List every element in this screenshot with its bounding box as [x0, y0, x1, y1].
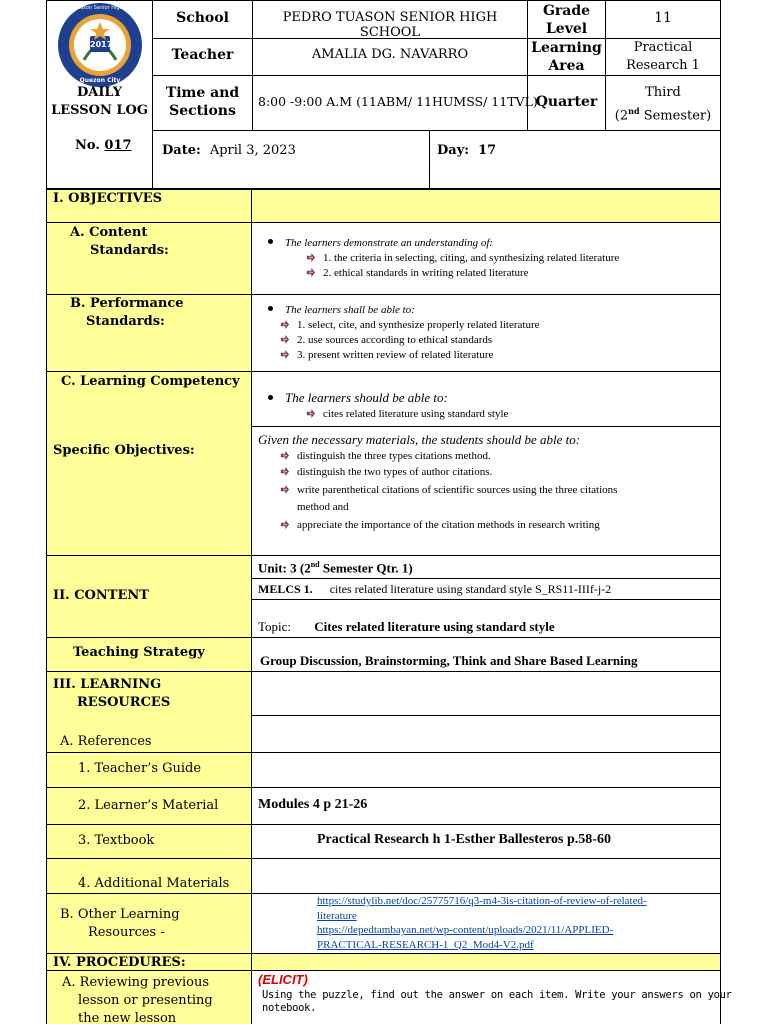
logo-text-bottom: Quezon City	[79, 77, 121, 84]
arrow-bullet-icon	[306, 253, 315, 262]
arrow-bullet-icon	[280, 520, 289, 529]
time-value: 8:00 -9:00 A.M (11ABM/ 11HUMSS/ 11TVL)	[258, 94, 538, 109]
date-field	[162, 143, 296, 158]
resource-link[interactable]: PRACTICAL-RESEARCH-1_Q2_Mod4-V2.pdf	[317, 938, 534, 951]
day-label: Day:	[437, 143, 470, 158]
area-label-1: Learning	[531, 40, 602, 56]
log-title-line-1: DAILY	[76, 85, 123, 100]
quarter-label: Quarter	[535, 94, 598, 110]
performance-standards-intro: The learners shall be able to:	[285, 304, 415, 316]
area-label	[528, 39, 605, 75]
arrow-bullet-icon	[280, 467, 289, 476]
logo-text-top: Pedro Tuason Senior High School	[59, 5, 141, 11]
log-number-label: No.	[75, 138, 100, 153]
date-label: Date:	[162, 143, 201, 158]
quarter-value-1: Third	[645, 85, 681, 100]
elicit-text-line-2: notebook.	[262, 1002, 317, 1014]
grade-label-2: Level	[545, 21, 588, 37]
competency-item: cites related literature using standard style	[323, 408, 509, 420]
procedures-title: IV. PROCEDURES:	[53, 955, 186, 970]
resources-title-2: RESOURCES	[77, 695, 171, 710]
log-number	[75, 138, 132, 153]
specific-objectives-body	[258, 432, 617, 533]
performance-standards-item: 3. present written review of related literature	[297, 349, 494, 361]
specific-objectives-label: Specific Objectives:	[53, 443, 195, 458]
grade-label-1: Grade	[542, 3, 591, 19]
day-field	[437, 143, 496, 158]
arrow-bullet-icon	[306, 409, 315, 418]
resource-links	[317, 894, 647, 952]
procedure-a-label-2: lesson or presenting	[78, 993, 213, 1008]
topic-value: Cites related literature using standard style	[314, 619, 555, 634]
bullet-icon	[268, 306, 273, 311]
specific-objective-item-cont: method and	[297, 501, 349, 513]
topic-line	[258, 619, 555, 635]
specific-objective-item: appreciate the importance of the citation methods in research writing	[297, 519, 600, 531]
content-standards-label-2: Standards:	[90, 243, 169, 258]
time-label	[153, 84, 252, 120]
elicit-text	[262, 989, 732, 1015]
competency-intro: The learners should be able to:	[285, 390, 448, 405]
procedure-a-label-1: A. Reviewing previous	[62, 975, 210, 990]
quarter-value-2: (2nd Semester)	[614, 106, 712, 124]
learners-material-value: Modules 4 p 21-26	[258, 797, 368, 812]
area-value	[606, 39, 720, 75]
specific-objective-item: distinguish the two types of author citations.	[297, 466, 493, 478]
area-value-1: Practical	[633, 40, 693, 55]
resource-link[interactable]: https://studylib.net/doc/25775716/q3-m4-3is-citation-of-review-of-related-	[317, 895, 647, 907]
melcs-line	[258, 582, 611, 597]
grade-value: 11	[654, 10, 672, 26]
arrow-bullet-icon	[280, 335, 289, 344]
log-number-value: 017	[104, 138, 132, 153]
specific-objective-item: write parenthetical citations of scientific sources using the three citations	[297, 484, 618, 496]
performance-standards-label-1: B. Performance	[70, 296, 184, 311]
arrow-bullet-icon	[280, 451, 289, 460]
school-value: PEDRO TUASON SENIOR HIGH SCHOOL	[282, 10, 498, 40]
resources-title-1: III. LEARNING	[53, 677, 162, 692]
competency-body	[268, 389, 508, 423]
elicit-label: (ELICIT)	[258, 972, 308, 987]
arrow-bullet-icon	[280, 350, 289, 359]
date-value: April 3, 2023	[209, 143, 296, 158]
arrow-bullet-icon	[280, 485, 289, 494]
teacher-value: AMALIA DG. NAVARRO	[311, 47, 469, 62]
teacher-label: Teacher	[171, 47, 234, 63]
content-standards-intro: The learners demonstrate an understanding of:	[285, 237, 494, 249]
resource-link[interactable]: literature	[317, 909, 357, 922]
other-resources-label	[60, 906, 180, 942]
competency-label: C. Learning Competency	[61, 374, 240, 389]
time-label-2: Sections	[169, 103, 236, 119]
log-title	[47, 84, 152, 120]
specific-objectives-intro: Given the necessary materials, the students should be able to:	[258, 432, 581, 447]
references-label: A. References	[60, 734, 152, 749]
textbook-value: Practical Research h 1-Esther Ballesteros p.58-60	[317, 832, 611, 847]
time-label-1: Time and	[165, 85, 240, 101]
day-value: 17	[478, 143, 497, 158]
strategy-label: Teaching Strategy	[73, 645, 205, 660]
content-standards-item: 2. ethical standards in writing related literature	[323, 267, 529, 279]
textbook-label: 3. Textbook	[78, 833, 155, 848]
additional-materials-label: 4. Additional Materials	[78, 876, 230, 891]
specific-objective-item: distinguish the three types citations method.	[297, 450, 491, 462]
bullet-icon	[268, 239, 273, 244]
content-title: II. CONTENT	[53, 588, 149, 603]
teachers-guide-label: 1. Teacher’s Guide	[78, 761, 202, 776]
objectives-label-bg	[47, 223, 252, 556]
performance-standards-item: 2. use sources according to ethical standards	[297, 334, 493, 346]
other-resources-label-1: B. Other Learning	[60, 907, 180, 922]
resource-link[interactable]: https://depedtambayan.net/wp-content/uploads/2021/11/APPLIED-	[317, 924, 614, 936]
other-resources-label-2: Resources -	[88, 925, 165, 940]
procedure-a-label	[62, 974, 213, 1024]
grade-label	[528, 2, 605, 38]
strategy-value: Group Discussion, Brainstorming, Think and Share Based Learning	[260, 653, 638, 668]
content-standards-item: 1. the criteria in selecting, citing, and synthesizing related literature	[323, 252, 620, 264]
procedure-a-label-3: the new lesson	[78, 1011, 177, 1024]
school-logo	[56, 2, 144, 88]
topic-label: Topic:	[258, 619, 292, 634]
elicit-text-line-1: Using the puzzle, find out the answer on each item. Write your answers on your	[262, 989, 732, 1001]
unit-line: Unit: 3 (2nd Semester Qtr. 1)	[258, 560, 413, 576]
performance-standards-label	[70, 295, 184, 331]
area-value-2: Research 1	[626, 58, 700, 73]
arrow-bullet-icon	[280, 320, 289, 329]
performance-standards-label-2: Standards:	[86, 314, 165, 329]
content-standards-label	[70, 224, 169, 260]
objectives-title: I. OBJECTIVES	[53, 191, 162, 206]
bullet-icon	[268, 395, 273, 400]
melcs-label: MELCS 1.	[258, 582, 313, 596]
content-standards-label-1: A. Content	[70, 225, 148, 240]
logo-year: 2017	[90, 40, 113, 49]
content-standards-body	[268, 236, 619, 281]
learners-material-label: 2. Learner’s Material	[78, 798, 219, 813]
log-title-line-2: LESSON LOG	[51, 103, 148, 118]
school-label: School	[176, 10, 229, 26]
performance-standards-body	[268, 303, 540, 363]
melcs-text: cites related literature using standard style S_RS11-IIIf-j-2	[329, 582, 612, 596]
area-label-2: Area	[548, 58, 585, 74]
performance-standards-item: 1. select, cite, and synthesize properly related literature	[297, 319, 540, 331]
quarter-value	[606, 84, 720, 125]
arrow-bullet-icon	[306, 268, 315, 277]
resources-title	[53, 676, 170, 712]
